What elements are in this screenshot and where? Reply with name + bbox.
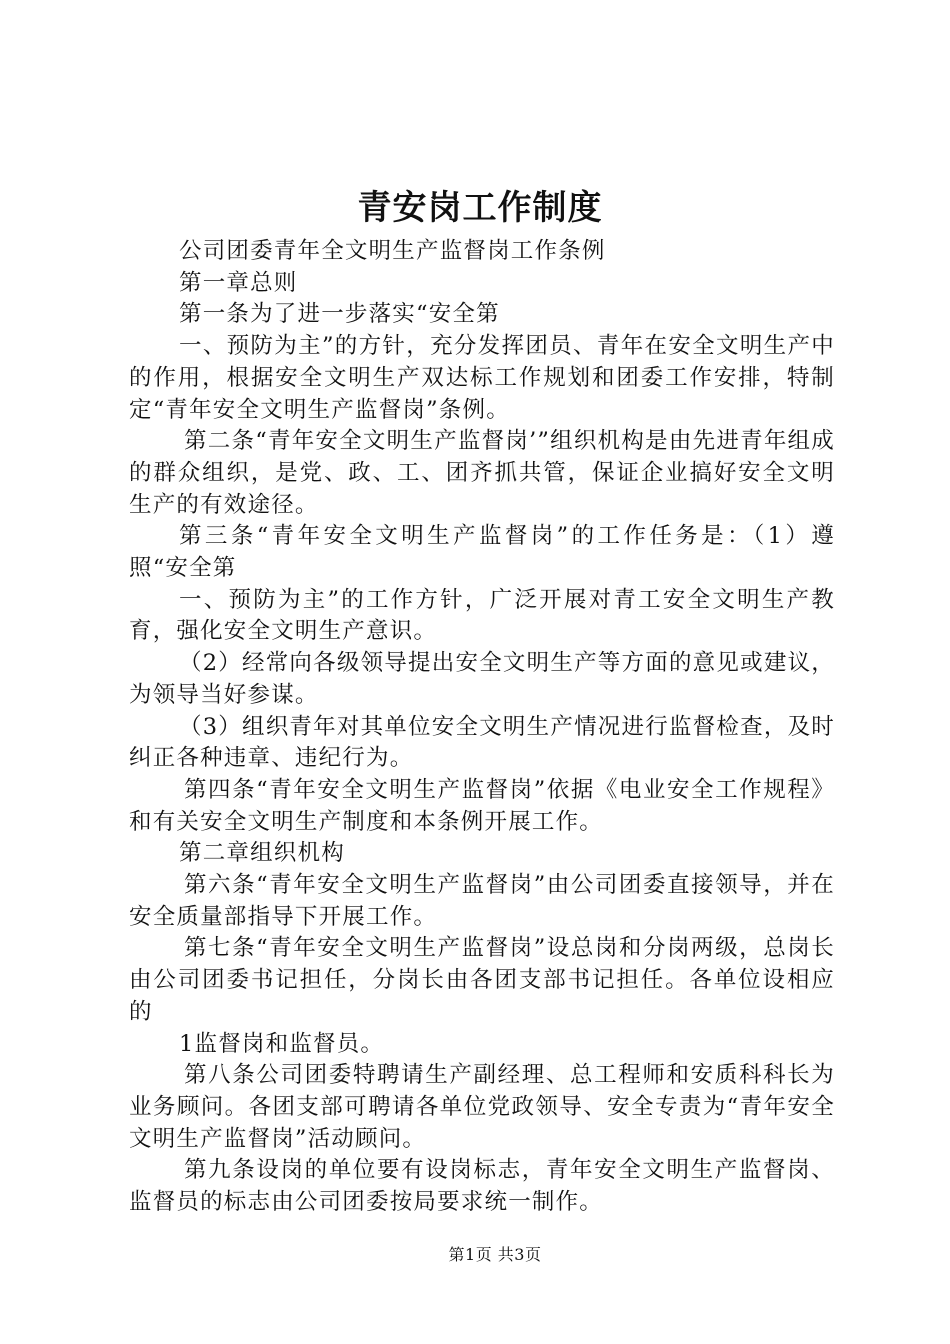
paragraph-article-8: 第八条公司团委特聘请生产副经理、总工程师和安质科科长为业务顾问。各团支部可聘请各单位党政领导、安全专责为“青年安全文明生产监督岗”活动顾问。 — [129, 1062, 835, 1152]
paragraph-article-1-cont: 一、预防为主”的方针，充分发挥团员、青年在安全文明生产中的作用，根据安全文明生产双达标工作规划和团委工作安排，特制定“青年安全文明生产监督岗”条例。 — [129, 333, 835, 423]
paragraph-article-7-cont: 1监督岗和监督员。 — [179, 1030, 385, 1057]
page-footer: 第1页 共3页 — [448, 1245, 542, 1264]
document-title: 青安岗工作制度 — [357, 188, 603, 228]
paragraph-chapter-2: 第二章组织机构 — [179, 840, 345, 867]
paragraph-chapter-1: 第一章总则 — [179, 269, 298, 296]
paragraph-article-7: 第七条“青年安全文明生产监督岗”设总岗和分岗两级，总岗长由公司团委书记担任，分岗长由各团支部书记担任。各单位设相应的 — [129, 935, 835, 1025]
document-body — [129, 236, 835, 1219]
paragraph-article-3-item-3: （3）组织青年对其单位安全文明生产情况进行监督检查，及时纠正各种违章、违纪行为。 — [129, 713, 835, 772]
paragraph-article-3: 第三条“青年安全文明生产监督岗”的工作任务是：（1）遵照“安全第 — [129, 523, 835, 582]
paragraph-article-1: 第一条为了进一步落实“安全第 — [179, 301, 500, 328]
paragraph-regulation-name: 公司团委青年全文明生产监督岗工作条例 — [179, 238, 606, 264]
paragraph-article-4: 第四条“青年安全文明生产监督岗”依据《电业安全工作规程》和有关安全文明生产制度和本条例开展工作。 — [129, 776, 835, 835]
paragraph-article-3-cont: 一、预防为主”的工作方针，广泛开展对青工安全文明生产教育，强化安全文明生产意识。 — [129, 586, 835, 645]
paragraph-article-2: 第二条“青年安全文明生产监督岗’”组织机构是由先进青年组成的群众组织，是党、政、工、团齐抓共管，保证企业搞好安全文明生产的有效途径。 — [129, 428, 835, 518]
paragraph-article-9: 第九条设岗的单位要有设岗标志，青年安全文明生产监督岗、监督员的标志由公司团委按局要求统一制作。 — [129, 1157, 835, 1216]
paragraph-article-6: 第六条“青年安全文明生产监督岗”由公司团委直接领导，并在安全质量部指导下开展工作。 — [129, 872, 835, 930]
paragraph-article-3-item-2: （2）经常向各级领导提出安全文明生产等方面的意见或建议，为领导当好参谋。 — [129, 650, 835, 708]
